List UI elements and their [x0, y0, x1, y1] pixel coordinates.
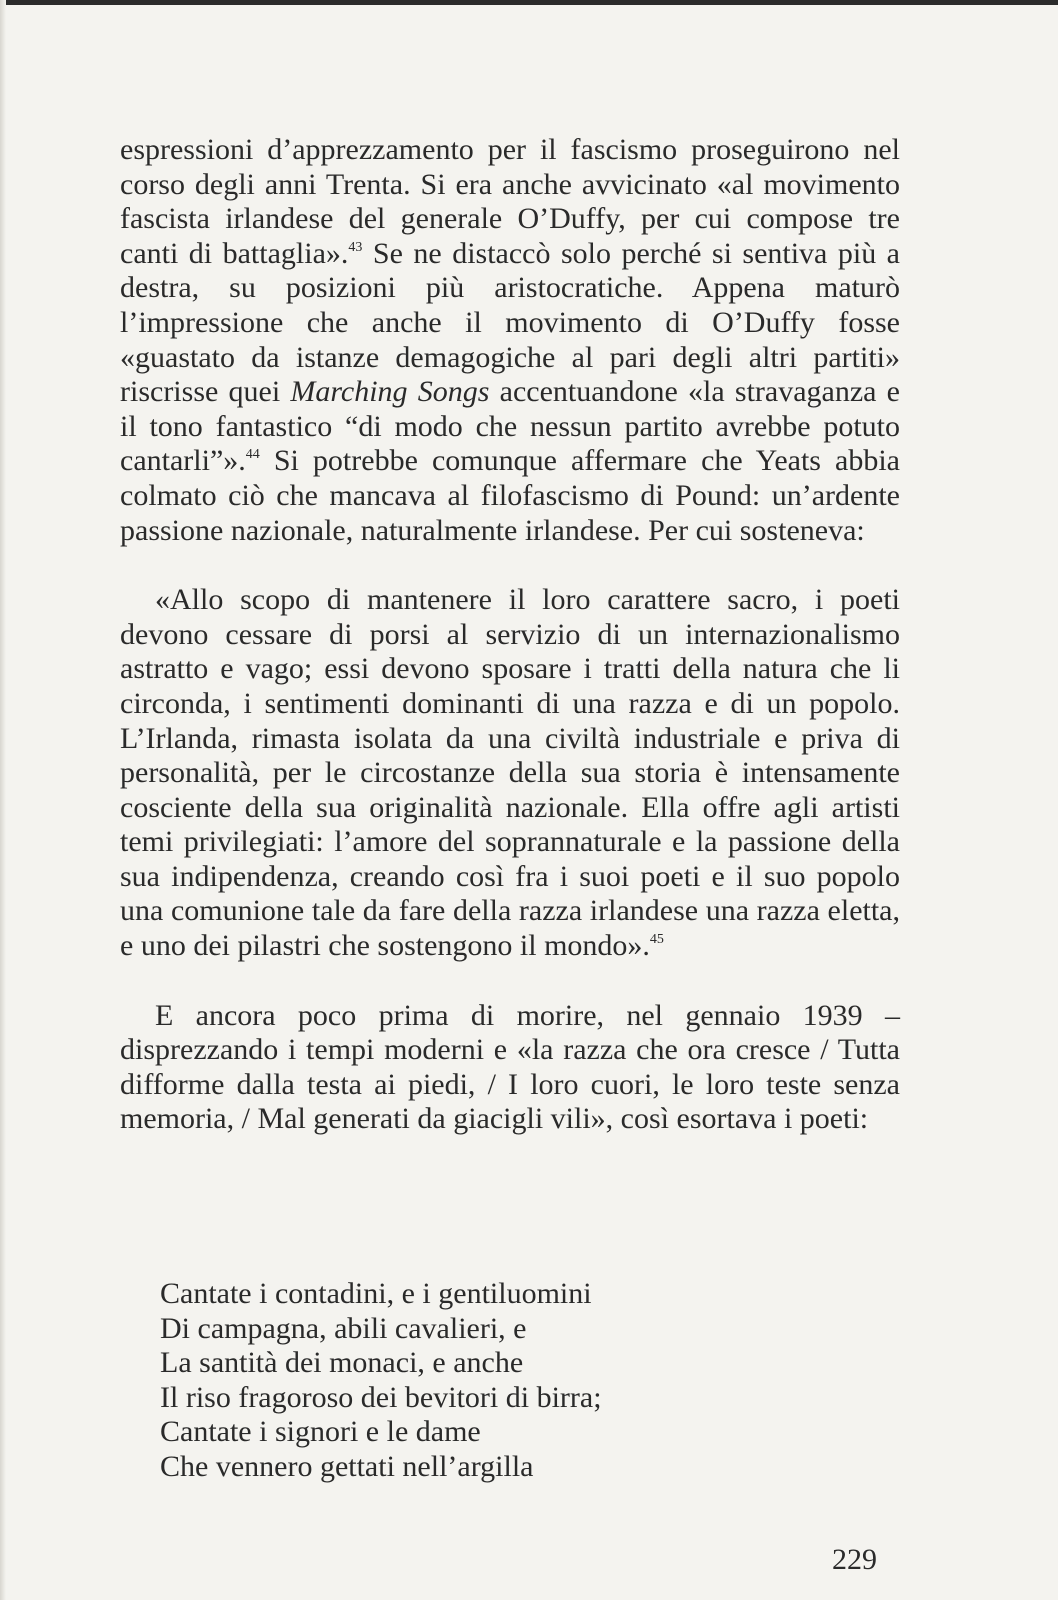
verse-line: Cantate i signori e le dame — [160, 1415, 481, 1449]
page-binding-shadow — [0, 0, 6, 1600]
paragraph-1-part-3: accentuandone «la stravaganza e il tono fantastico “di modo che nessun partito avrebbe potuto cantarli”». — [120, 375, 900, 478]
block-quote-text: «Allo scopo di mantenere il loro carattere sacro, i poeti devono cessare di porsi al servizio di un internazionalismo astratto e vago; essi devono sposare i tratti della natura che li circonda, i sentimenti dominanti di una razza e di un popolo. L’Irlanda, rimasta isolata da una civiltà industriale e priva di personalità, per le circostanze della sua storia è intensamente cosciente della sua originalità nazionale. Ella offre agli artisti temi privilegiati: l’amore del soprannaturale e la passione della sua indipendenza, creando così fra i suoi poeti e il suo popolo una comunione tale da fare della razza irlandese una razza eletta, e uno dei pilastri che sostengono il mondo». — [120, 583, 900, 963]
italic-title-marching-songs: Marching Songs — [290, 375, 490, 409]
page-top-edge — [0, 0, 1058, 5]
verse-block — [160, 1277, 602, 1485]
paragraph-1-part-2: Se ne distaccò solo perché si sentiva più a destra, su posizioni più aristocratiche. Appena maturò l’impressione che anche il movimento di O’Duffy fosse «guastato da istanze demagogiche al pari degli altri partiti» riscrisse quei — [120, 236, 900, 409]
paragraph-1-part-4: Si potrebbe comunque affermare che Yeats abbia colmato ciò che mancava al filofascismo di Pound: un’ardente passione nazionale, naturalmente irlandese. Per cui sosteneva: — [120, 444, 900, 547]
verse-line: Di campagna, abili cavalieri, e — [160, 1311, 527, 1345]
paragraph-1 — [120, 133, 900, 548]
footnote-ref-44[interactable]: 44 — [245, 447, 260, 463]
verse-line: Il riso fragoroso dei bevitori di birra; — [160, 1380, 602, 1414]
footnote-ref-45[interactable]: 45 — [649, 932, 664, 948]
page-body — [120, 133, 900, 1137]
paragraph-2 — [120, 999, 900, 1137]
footnote-ref-43[interactable]: 43 — [348, 239, 363, 255]
block-quote — [120, 583, 900, 964]
verse-line: Che vennero gettati nell’argilla — [160, 1449, 534, 1483]
paragraph-2-text: E ancora poco prima di morire, nel gennaio 1939 – disprezzando i tempi moderni e «la razza che ora cresce / Tutta difforme dalla testa ai piedi, / I loro cuori, le loro teste senza memoria, / Mal generati da giacigli vili», così esortava i poeti: — [120, 998, 900, 1136]
verse-line: Cantate i contadini, e i gentiluomini — [160, 1277, 592, 1310]
page-number: 229 — [832, 1543, 877, 1576]
verse-line: La santità dei monaci, e anche — [160, 1346, 524, 1380]
paragraph-1-part-1: espressioni d’apprezzamento per il fascismo proseguirono nel corso degli anni Trenta. Si era anche avvicinato «al movimento fascista irlandese del generale O’Duffy, per cui compose tre canti di battaglia». — [120, 133, 900, 270]
